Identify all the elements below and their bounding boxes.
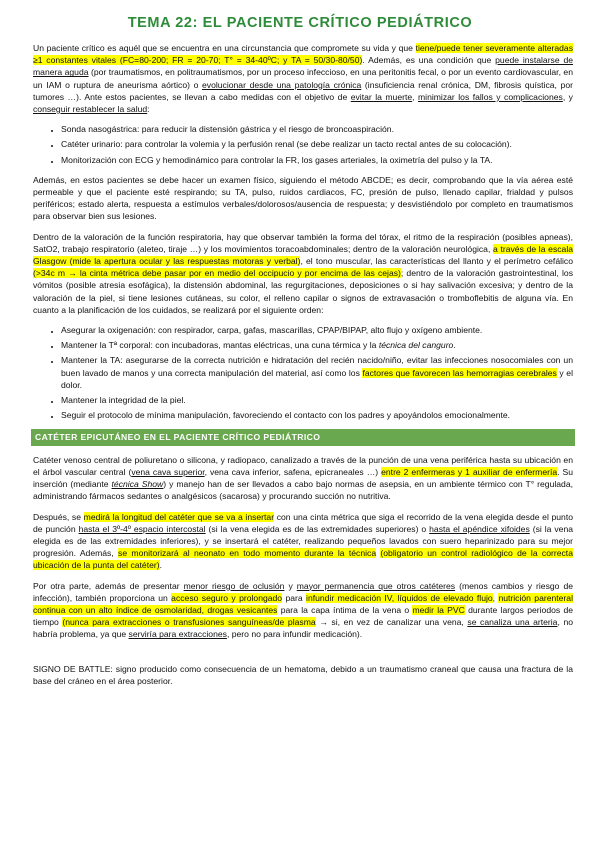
text-run: (por traumatismos, en politraumatismos, por un proceso infeccioso, en una peritonitis fecal, o por un evento cardiovascular, en un IAM o ruptura de aneurisma aórtico) o bbox=[33, 67, 573, 90]
text-run: (si la vena elegida es de las extremidades superiores) o bbox=[205, 523, 430, 534]
text-run: Un paciente crítico es aquél que se encuentra en una circunstancia que compromete su vida y que bbox=[33, 43, 416, 53]
text-run: → si, en vez de canalizar una vena, bbox=[315, 617, 468, 628]
porotra-paragraph bbox=[33, 580, 573, 641]
underlined-text: evitar la muerte bbox=[350, 91, 413, 102]
text-run: Mantener la TA: asegurarse de la correcta nutrición e hidratación del recién nacido/niño, evitar las infecciones nosocomiales con un buen lavado de manos y una correcta manipulación del material, así como los bbox=[61, 355, 573, 378]
text-run: , vena cava inferior, safena, epicraneales …) bbox=[204, 466, 382, 477]
abcde-paragraph: Además, en estos pacientes se debe hacer un examen físico, siguiendo el método ABCDE; es decir, comprobando que la vía aérea esté permeable y que el paciente esté respirando; su TA, pulso, ruidos cardiacos, FC, presión de pulso, llenado capilar, frialdad y pulsos periféricos; estado alerta, respuesta a estímulos verbales/dolorosos/ausencia de respuesta; y desvistiéndolo por completo en traumatismos para observar bien sus lesiones. bbox=[33, 174, 573, 222]
highlighted-text: infundir medicación IV, líquidos de elevado flujo bbox=[306, 592, 493, 603]
text-run: ; dentro de la valoración gastrointestinal, los vómitos (posible atresia esofágica), la distensión abdominal, las regurgitaciones, deposiciones o si hay salivación excesiva; y dentro de la valoración de la piel, si tiene lesiones cutáneas, su color, el relleno capilar o signos de extravasación o tromboflebitis de alguna vía. En cuanto a la planificación de los cuidados, se realizará por el siguiente orden: bbox=[33, 268, 573, 315]
underlined-text: serviría para extracciones bbox=[128, 629, 227, 640]
underlined-text: conseguir restablecer la salud bbox=[33, 104, 148, 115]
underlined-text: mayor permanencia que otros catéteres bbox=[296, 580, 456, 591]
document-body bbox=[33, 42, 573, 695]
underlined-text: vena cava superior bbox=[131, 466, 205, 477]
underlined-text: se canaliza una arteria bbox=[467, 617, 558, 628]
list-item: • Monitorización con ECG y hemodinámico para controlar la FR, los gases arteriales, la oximetría del pulso y la TA. bbox=[61, 154, 573, 166]
underlined-text: puede instalarse de manera aguda bbox=[33, 55, 574, 78]
text-run: , no habría problema, ya que bbox=[33, 617, 574, 640]
italic-text: técnica del canguro bbox=[378, 340, 454, 351]
text-run: Catéter venoso central de poliuretano o silicona, y radiopaco, canalizado a través de la punción de una vena periférica hasta su ubicación en el árbol vascular central ( bbox=[33, 454, 573, 477]
underlined-text: evolucionar desde una patología crónica bbox=[202, 79, 362, 90]
text-run: , pero no para infundir medicación). bbox=[226, 629, 363, 640]
text-run: ) y manejo han de ser llevados a cabo bajo normas de asepsia, en un ambiente térmico con T° regulada, administrando fármacos sedantes o analgésicos (sacarosa) y procurando succión no nutritiva. bbox=[33, 479, 574, 502]
text-run: . Además, es una condición que bbox=[362, 55, 496, 66]
text-run: Dentro de la valoración de la función respiratoria, hay que observar también la forma del tórax, el ritmo de la respiración (posibles apneas), SatO2, trabajo respiratorio (aleteo, tiraje …) y los movimientos toracoabdominales; dentro de la valoración neurológica, bbox=[33, 231, 573, 254]
highlighted-text: (nunca para extracciones o transfusiones sanguíneas/de plasma bbox=[62, 617, 316, 628]
section-header: CATÉTER EPICUTÁNEO EN EL PACIENTE CRÍTICO PEDIÁTRICO bbox=[31, 429, 575, 445]
list-item: • Seguir el protocolo de mínima manipulación, favoreciendo el contacto con los padres y apoyándolos emocionalmente. bbox=[61, 409, 573, 421]
highlighted-text: (obligatorio un control radiológico de la correcta ubicación de la punta del catéter) bbox=[33, 548, 573, 571]
list-item: • Asegurar la oxigenación: con respirador, carpa, gafas, mascarillas, CPAP/BIPAP, alto flujo y oxígeno ambiente. bbox=[61, 324, 573, 336]
highlighted-text: acceso seguro y prolongado bbox=[171, 592, 283, 603]
highlighted-text: a través de la escala Glasgow (mide la apertura ocular y las respuestas motoras y verbal) bbox=[33, 243, 574, 267]
measures-list bbox=[33, 123, 573, 166]
list-item: • Sonda nasogástrica: para reducir la distensión gástrica y el riesgo de broncoaspiración. bbox=[61, 123, 573, 135]
page-title: TEMA 22: EL PACIENTE CRÍTICO PEDIÁTRICO bbox=[127, 15, 473, 31]
text-run: durante largos periodos de tiempo bbox=[33, 604, 574, 628]
text-run: (insuficiencia renal crónica, DM, fibrosis quística, por tumores …). Ante estos pacientes, se llevan a cabo medidas con el objetivo de bbox=[33, 79, 573, 102]
care-list bbox=[33, 324, 573, 421]
text-run: Después, se bbox=[33, 511, 84, 522]
highlighted-text: factores que favorecen las hemorragias cerebrales bbox=[362, 367, 557, 378]
list-item bbox=[61, 354, 573, 391]
highlighted-text: (>34c m → la cinta métrica debe pasar por en medio del occipucio y por encima de las cejas) bbox=[33, 268, 401, 279]
text-run: : bbox=[147, 104, 150, 115]
text-run: , bbox=[492, 592, 499, 603]
underlined-text: minimizar los fallos y complicaciones bbox=[418, 91, 563, 102]
battle-paragraph: SIGNO DE BATTLE: signo producido como consecuencia de un hematoma, debido a un traumatismo craneal que causa una fractura de la base del cráneo en el área posterior. bbox=[33, 663, 573, 686]
italic-text: técnica Show bbox=[111, 479, 164, 490]
text-run: . Su inserción (mediante bbox=[33, 466, 574, 490]
text-run: , y bbox=[562, 91, 573, 102]
text-run: . bbox=[159, 560, 162, 571]
list-item bbox=[61, 339, 573, 351]
underlined-text: hasta el apéndice xifoides bbox=[429, 523, 530, 534]
text-run: con una cinta métrica que siga el recorrido de la vena elegida desde el punto de punción bbox=[33, 511, 573, 534]
text-run: (si la vena elegida es de las extremidades inferiores), y se insertará el catéter, realizando pequeños lavados con suero heparinizado para su mejor progresión. Además, bbox=[33, 523, 573, 559]
list-item: • Mantener la integridad de la piel. bbox=[61, 394, 573, 406]
text-run: para la capa íntima de la vena o bbox=[277, 604, 413, 615]
text-run: y bbox=[284, 580, 297, 591]
highlighted-text: medir la PVC bbox=[412, 604, 465, 615]
highlighted-text: medirá la longitud del catéter que se va a insertar bbox=[83, 511, 275, 522]
text-run: Mantener la Tª corporal: con incubadoras, mantas eléctricas, una cuna térmica y la bbox=[61, 340, 379, 351]
underlined-text: hasta el 3º-4º espacio intercostal bbox=[78, 523, 206, 534]
text-run: . bbox=[453, 340, 456, 351]
underlined-text: menor riesgo de oclusión bbox=[183, 580, 285, 591]
text-run: Por otra parte, además de presentar bbox=[33, 580, 184, 591]
highlighted-text: tiene/puede tener severamente alteradas ≥1 constantes vitales (FC=80-200; FR = 20-70; T° = 34-40ºC; y TA = 50/30-80/50) bbox=[33, 43, 574, 66]
text-run: , bbox=[412, 91, 419, 102]
text-run: para bbox=[282, 592, 307, 603]
intro-paragraph bbox=[33, 42, 573, 115]
highlighted-text: se monitorizará al neonato en todo momento durante la técnica bbox=[118, 548, 377, 559]
text-run: (menos cambios y riesgo de infección), también proporciona un bbox=[33, 580, 574, 603]
cateter-paragraph bbox=[33, 454, 573, 503]
despues-paragraph bbox=[33, 511, 573, 572]
highlighted-text: entre 2 enfermeras y 1 auxiliar de enfermería bbox=[381, 466, 558, 477]
list-item: • Catéter urinario: para controlar la volemia y la perfusión renal (se debe realizar un tacto rectal antes de su colocación). bbox=[61, 138, 573, 150]
spacer bbox=[33, 649, 573, 663]
text-run: y el dolor. bbox=[61, 367, 573, 390]
highlighted-text: nutrición parenteral continua con un alto índice de osmolaridad, drogas vesicantes bbox=[33, 592, 573, 615]
text-run: , el tono muscular, las características del llanto y el perímetro cefálico bbox=[300, 256, 573, 267]
valoracion-paragraph bbox=[33, 231, 573, 316]
